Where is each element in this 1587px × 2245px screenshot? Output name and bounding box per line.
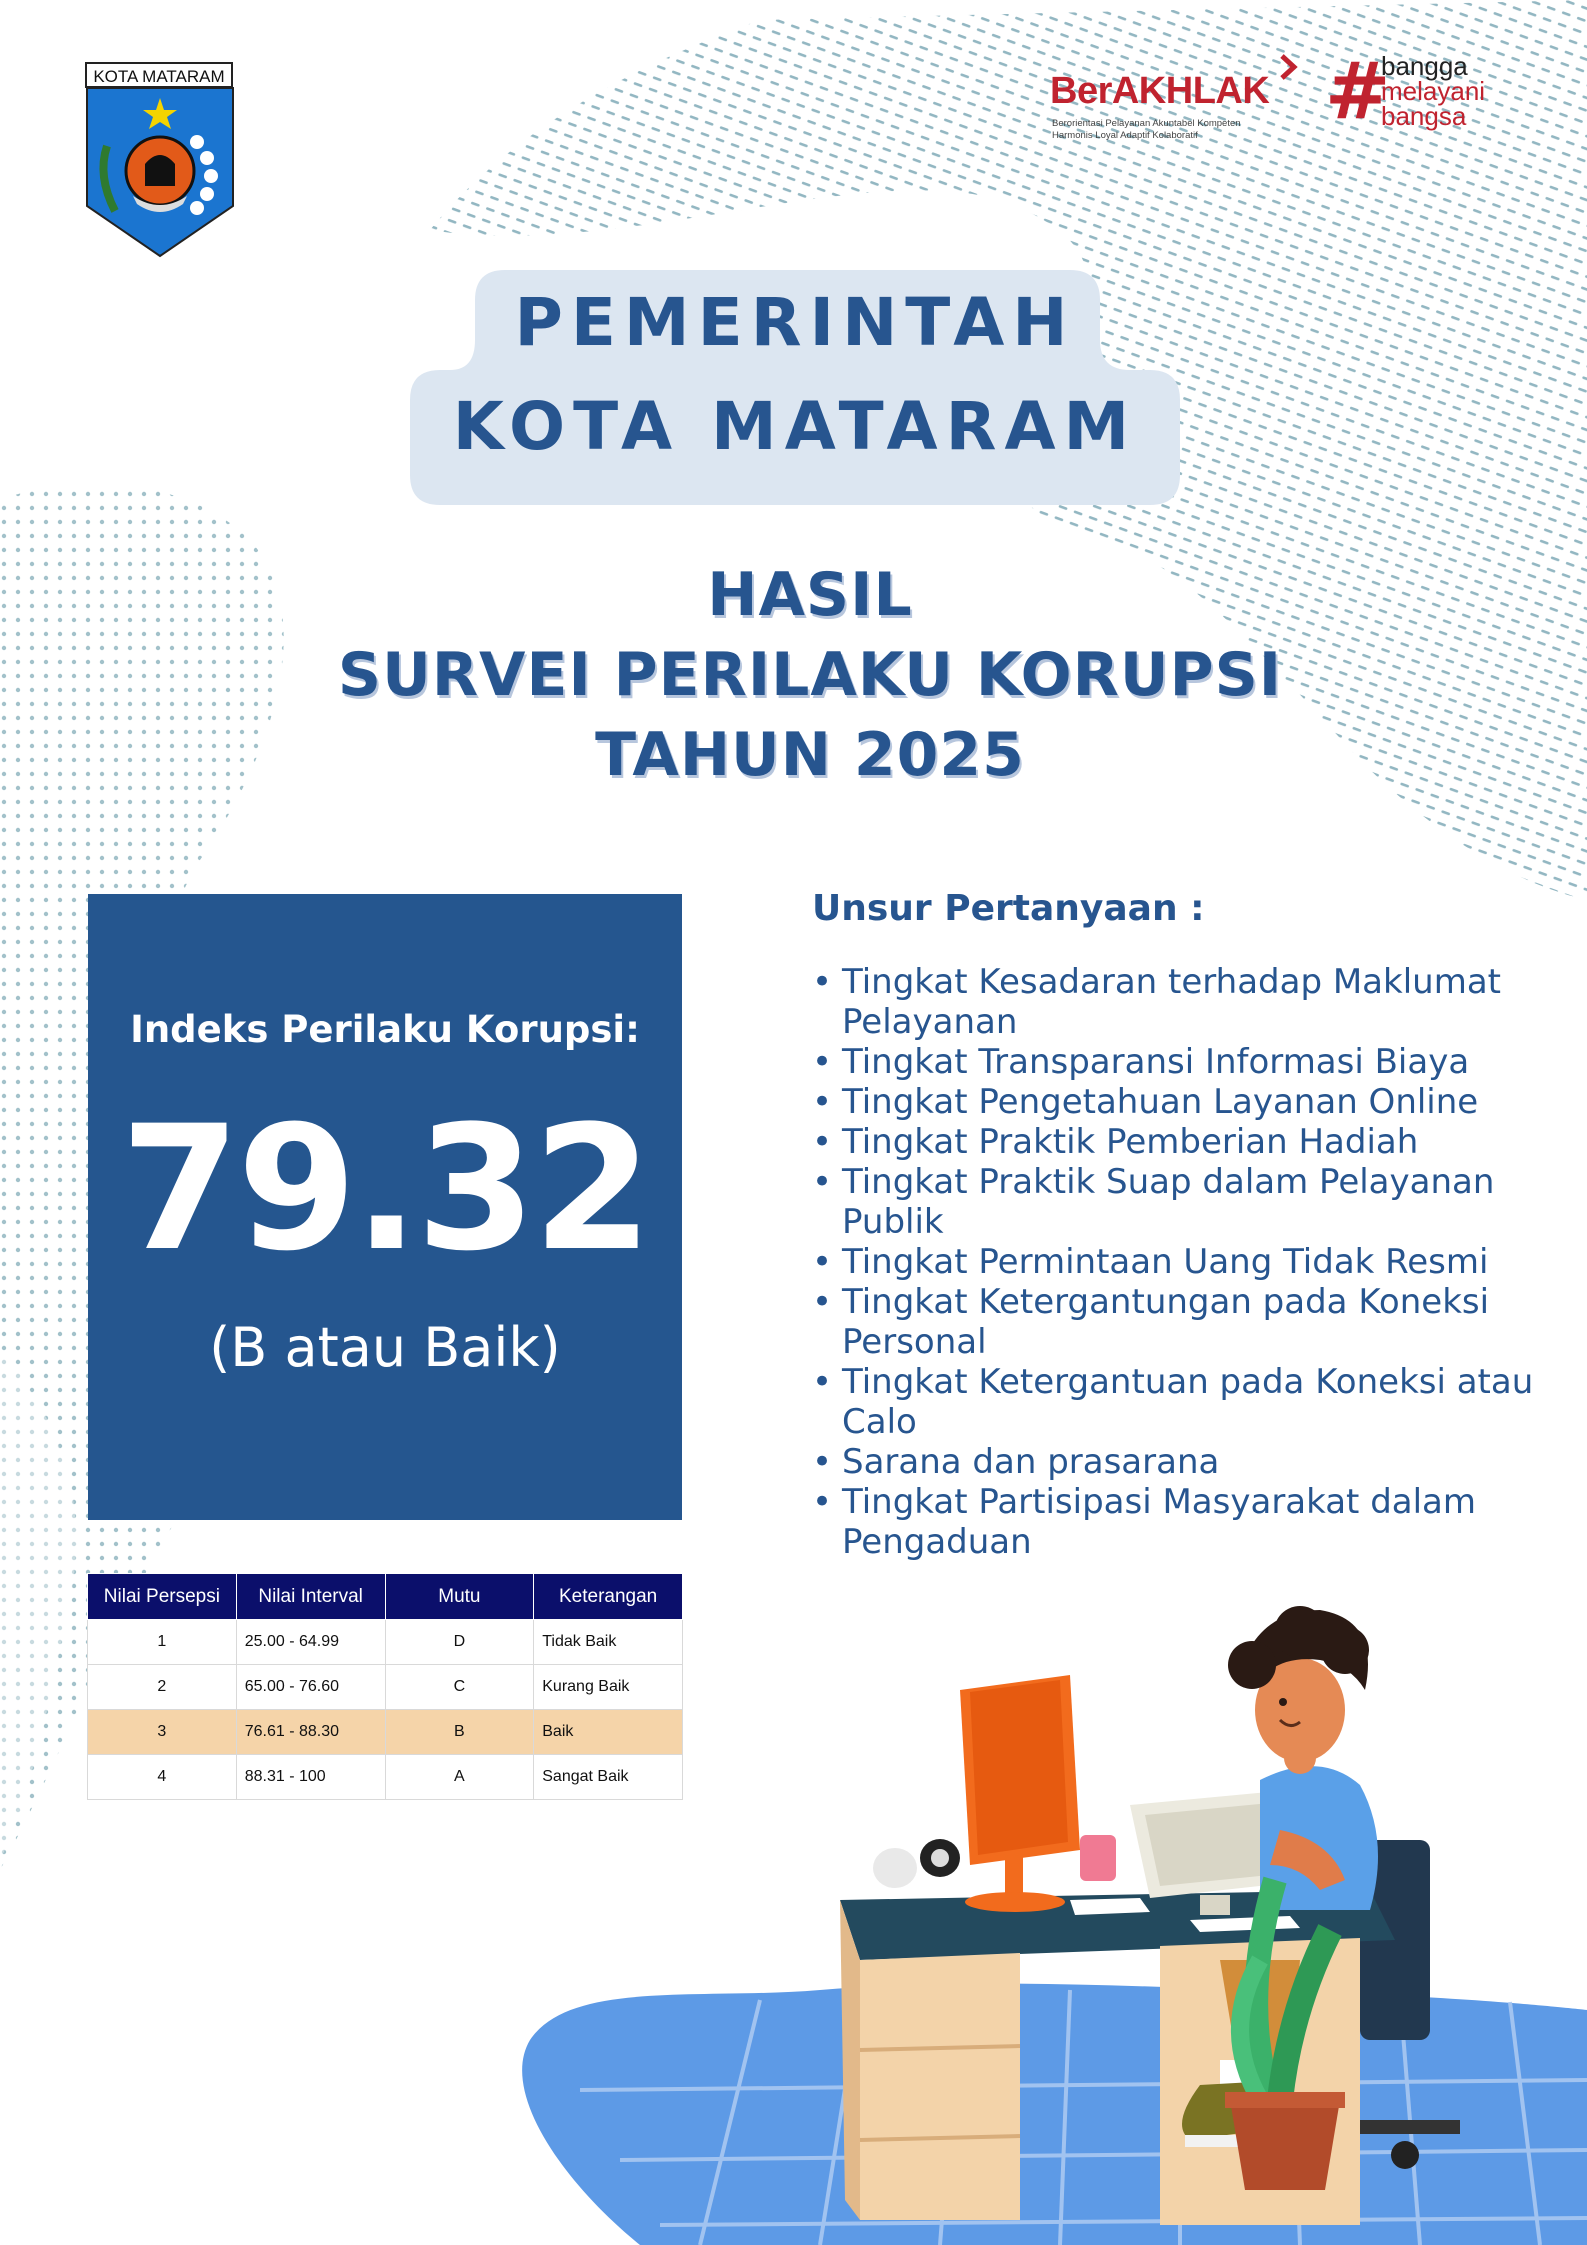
table-header: Nilai Interval xyxy=(236,1574,385,1620)
score-card xyxy=(88,894,682,1520)
bangga-text: bangga melayani bangsa xyxy=(1381,51,1486,131)
table-cell: 76.61 - 88.30 xyxy=(236,1710,385,1755)
government-header xyxy=(410,270,1180,510)
berakhlak-tagline: Berorientasi Pelayanan Akuntabel Kompeten Harmonis Loyal Adaptif Kolaboratif xyxy=(1052,118,1241,141)
list-item: • Sarana dan prasarana xyxy=(812,1442,1542,1482)
title-line-1: HASIL xyxy=(707,560,913,630)
table-cell: 2 xyxy=(88,1665,237,1710)
table-cell: 4 xyxy=(88,1755,237,1800)
list-item: • Tingkat Praktik Pemberian Hadiah xyxy=(812,1122,1542,1162)
person-at-desk-illustration xyxy=(500,1580,1587,2245)
table-cell: Sangat Baik xyxy=(534,1755,683,1800)
list-item: • Tingkat Partisipasi Masyarakat dalam Pengaduan xyxy=(812,1482,1542,1562)
kota-mataram-logo xyxy=(85,62,235,258)
table-cell: D xyxy=(385,1620,534,1665)
hashtag-icon: # xyxy=(1325,47,1391,137)
table-cell: Kurang Baik xyxy=(534,1665,683,1710)
chevron-right-icon xyxy=(1278,52,1300,82)
logo-label: KOTA MATARAM xyxy=(85,62,233,88)
title-line-3: TAHUN 2025 xyxy=(595,720,1025,790)
list-item: • Tingkat Ketergantungan pada Koneksi Personal xyxy=(812,1282,1542,1362)
title-line-2: SURVEI PERILAKU KORUPSI xyxy=(337,640,1283,710)
table-cell: B xyxy=(385,1710,534,1755)
list-item: • Tingkat Ketergantuan pada Koneksi atau Calo xyxy=(812,1362,1542,1442)
table-header: Keterangan xyxy=(534,1574,683,1620)
city-emblem-icon xyxy=(85,86,235,258)
header-line-2: KOTA MATARAM xyxy=(452,388,1138,465)
table-cell: 3 xyxy=(88,1710,237,1755)
table-cell: 88.31 - 100 xyxy=(236,1755,385,1800)
list-item: • Tingkat Kesadaran terhadap Maklumat Pelayanan xyxy=(812,962,1542,1042)
list-item: • Tingkat Pengetahuan Layanan Online xyxy=(812,1082,1542,1122)
berakhlak-wordmark: BerAKHLAK xyxy=(1050,70,1270,112)
score-label: Indeks Perilaku Korupsi: xyxy=(130,1008,640,1051)
berakhlak-logo xyxy=(1050,52,1300,142)
table-cell: Tidak Baik xyxy=(534,1620,683,1665)
list-item: • Tingkat Permintaan Uang Tidak Resmi xyxy=(812,1242,1542,1282)
unsur-list xyxy=(812,962,1542,1562)
table-cell: 25.00 - 64.99 xyxy=(236,1620,385,1665)
header-line-1: PEMERINTAH xyxy=(514,284,1076,361)
table-header: Mutu xyxy=(385,1574,534,1620)
score-grade: (B atau Baik) xyxy=(209,1316,561,1379)
table-cell: 65.00 - 76.60 xyxy=(236,1665,385,1710)
table-cell: A xyxy=(385,1755,534,1800)
score-value: 79.32 xyxy=(120,1088,650,1289)
unsur-title: Unsur Pertanyaan : xyxy=(812,888,1205,929)
table-cell: C xyxy=(385,1665,534,1710)
table-header: Nilai Persepsi xyxy=(88,1574,237,1620)
list-item: • Tingkat Praktik Suap dalam Pelayanan Publik xyxy=(812,1162,1542,1242)
bangga-melayani-bangsa-logo xyxy=(1325,47,1515,142)
table-cell: 1 xyxy=(88,1620,237,1665)
list-item: • Tingkat Transparansi Informasi Biaya xyxy=(812,1042,1542,1082)
table-cell: Baik xyxy=(534,1710,683,1755)
